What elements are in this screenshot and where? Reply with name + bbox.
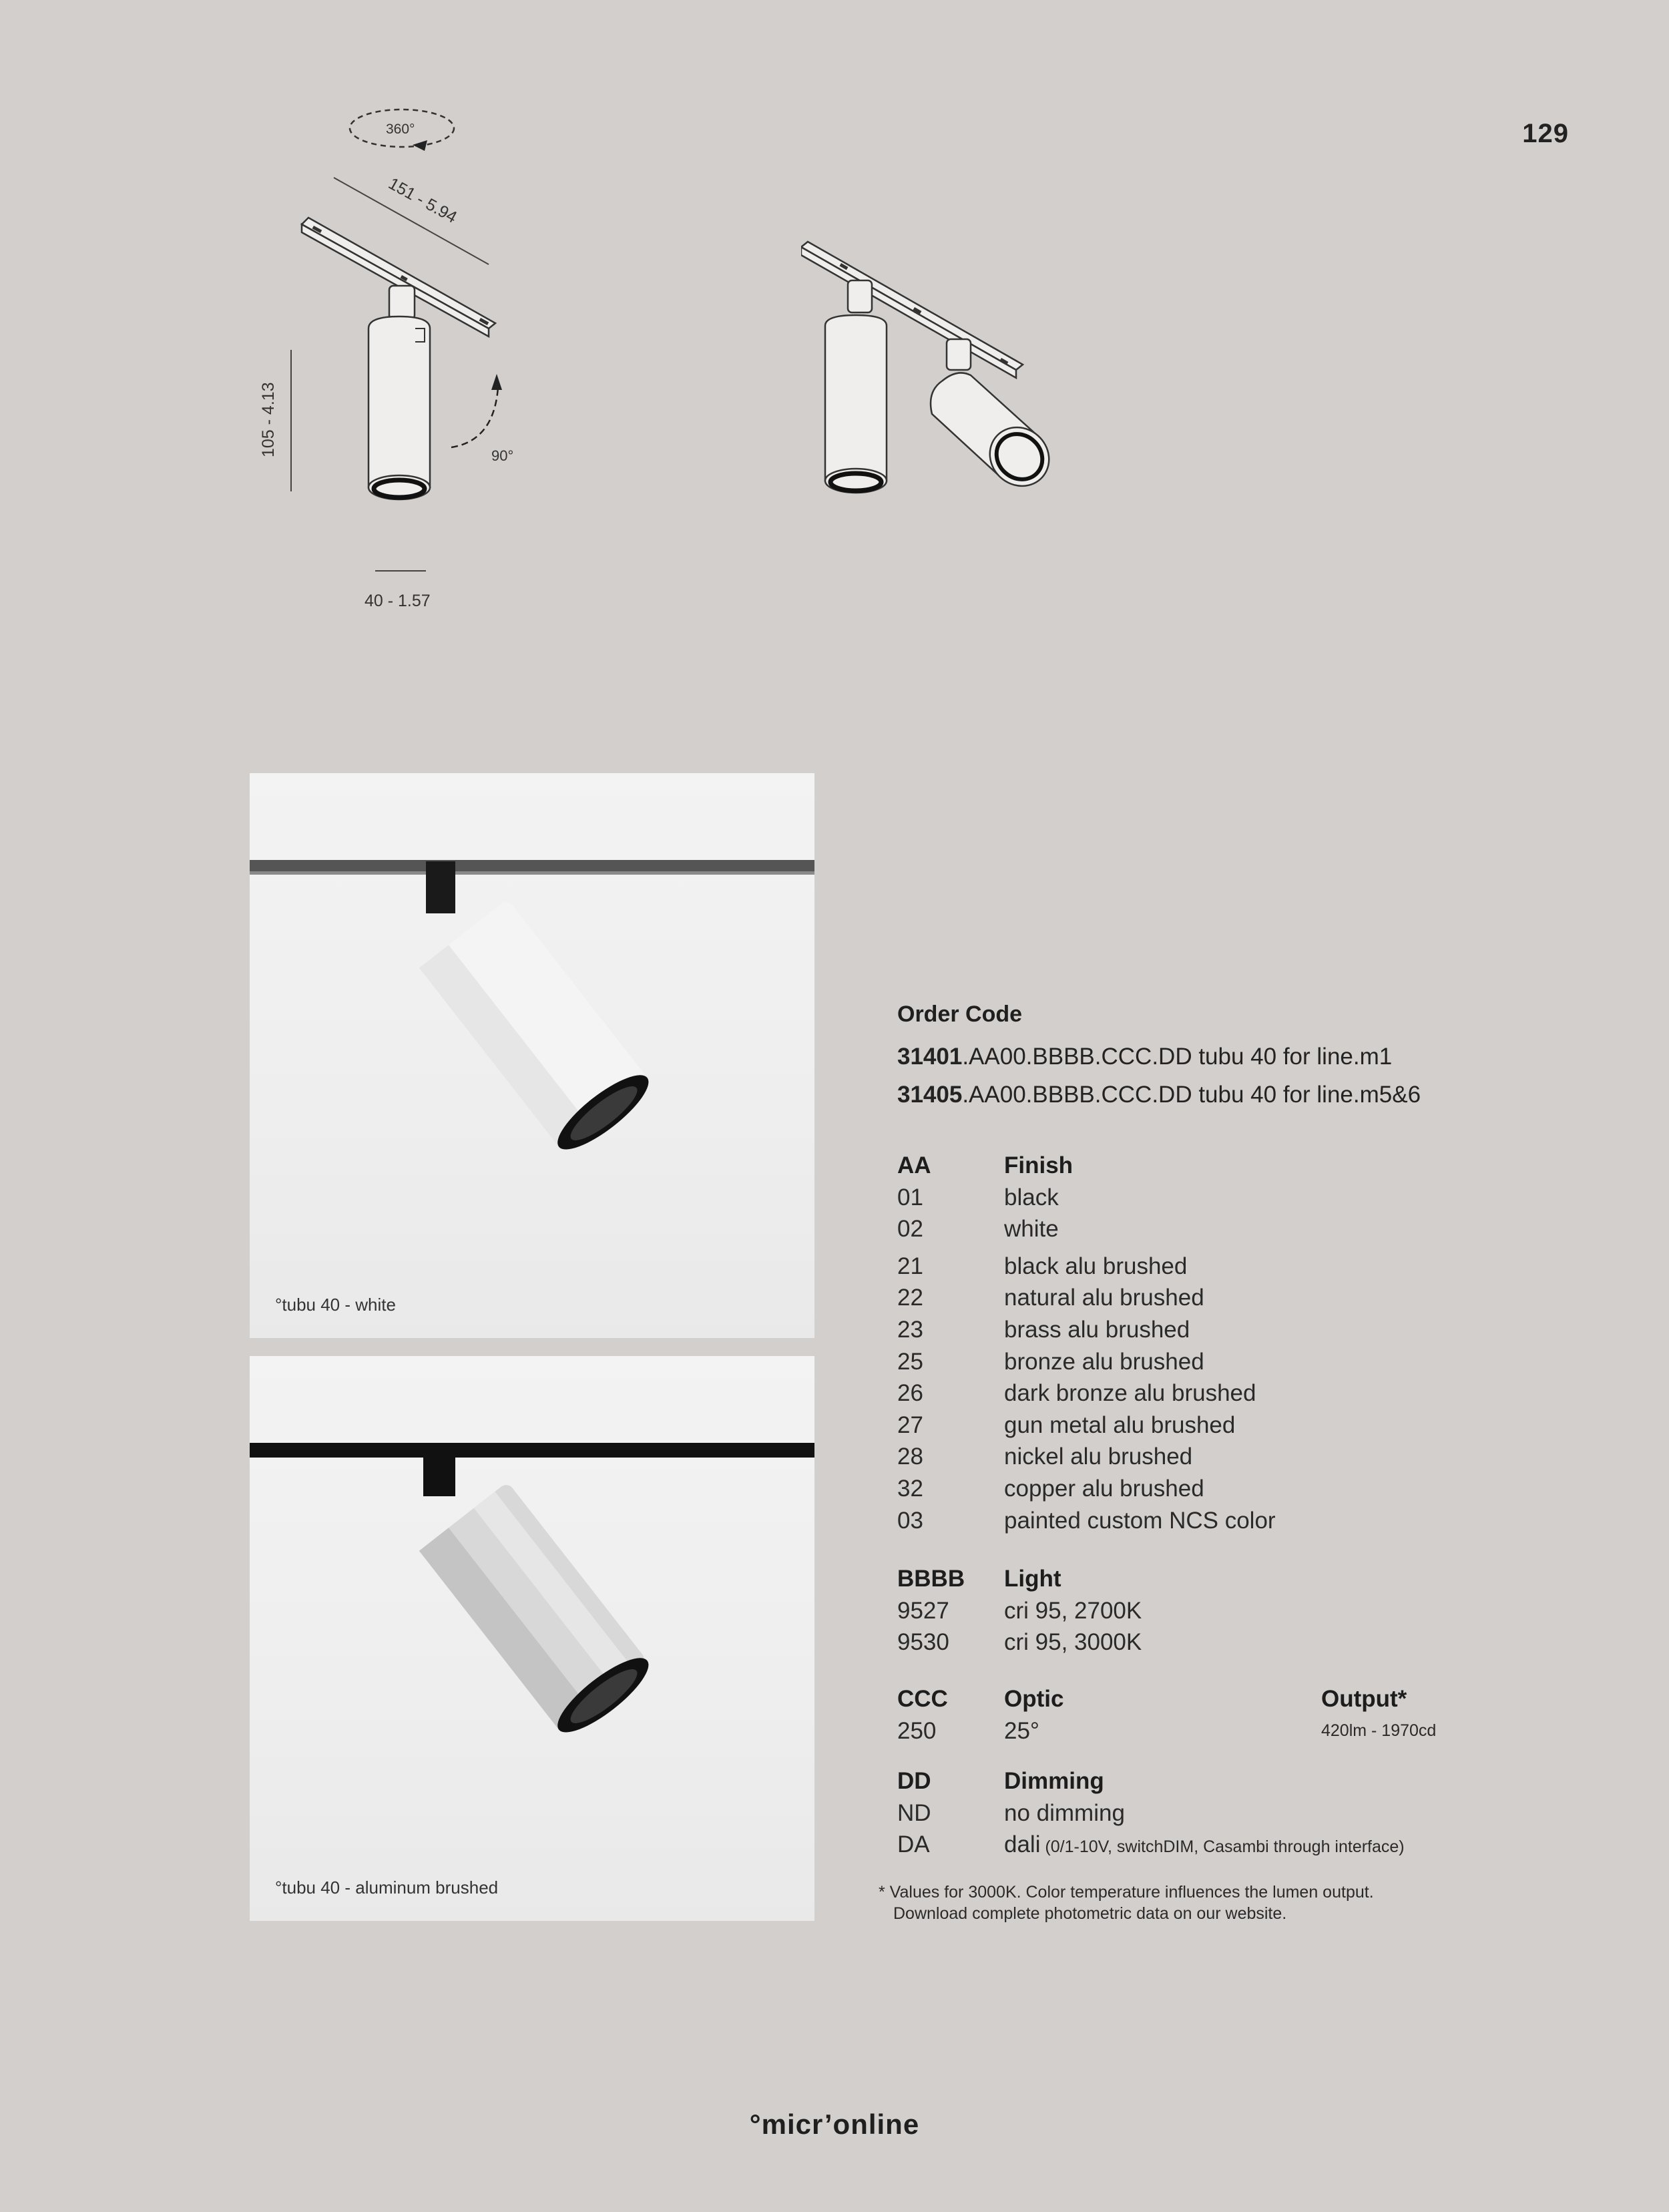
footnote-line: Download complete photometric data on our website. <box>893 1904 1287 1923</box>
footnote <box>879 1882 1479 1924</box>
tilt-label: 90° <box>491 447 514 464</box>
page-number: 129 <box>1522 119 1569 148</box>
product-photo-white <box>250 773 814 1338</box>
order-code-title: Order Code <box>897 1002 1023 1027</box>
diameter-label: 40 - 1.57 <box>365 592 431 610</box>
order-code-line: 31405.AA00.BBBB.CCC.DD tubu 40 for line.m5&6 <box>897 1082 1421 1108</box>
brand-logo: °micr’online <box>749 2109 920 2140</box>
list-item: 28 nickel alu brushed <box>897 1444 1193 1470</box>
light-section <box>897 1563 1565 1658</box>
list-item: 32 copper alu brushed <box>897 1475 1204 1502</box>
list-item: 03 painted custom NCS color <box>897 1507 1276 1534</box>
list-item: ND no dimming <box>897 1799 1125 1826</box>
rotation-label: 360° <box>386 122 415 137</box>
list-item: 9530 cri 95, 3000K <box>897 1629 1142 1656</box>
dimming-header: DD Dimming <box>897 1768 1104 1794</box>
list-item: 21 black alu brushed <box>897 1253 1188 1279</box>
list-item: DA dali (0/1-10V, switchDIM, Casambi through interface) <box>897 1831 1405 1858</box>
height-label: 105 - 4.13 <box>259 382 278 457</box>
footnote-line: * Values for 3000K. Color temperature influences the lumen output. <box>879 1883 1374 1902</box>
dimming-section <box>897 1765 1565 1861</box>
finish-header: AA Finish <box>897 1152 1074 1178</box>
product-photo-aluminum <box>250 1356 814 1921</box>
list-item: 02 white <box>897 1216 1059 1243</box>
dimension-drawing <box>227 93 547 628</box>
finish-section <box>897 1150 1565 1536</box>
order-code-line: 31401.AA00.BBBB.CCC.DD tubu 40 for line.m1 <box>897 1044 1393 1070</box>
list-item: 25 bronze alu brushed <box>897 1348 1204 1375</box>
light-header: BBBB Light <box>897 1566 1061 1592</box>
configuration-drawing <box>801 234 1082 514</box>
list-item: 26 dark bronze alu brushed <box>897 1380 1256 1407</box>
list-item: 23 brass alu brushed <box>897 1316 1190 1343</box>
length-label: 151 - 5.94 <box>385 174 461 227</box>
photo-caption: °tubu 40 - aluminum brushed <box>275 1877 499 1898</box>
list-item: 250 25° 420lm - 1970cd <box>897 1717 1437 1744</box>
list-item: 22 natural alu brushed <box>897 1285 1204 1311</box>
optic-header: CCC Optic Output* <box>897 1686 1407 1712</box>
photo-caption: °tubu 40 - white <box>275 1295 396 1315</box>
optic-section <box>897 1683 1565 1747</box>
list-item: 01 black <box>897 1184 1059 1210</box>
order-code-specs <box>897 999 1565 1858</box>
list-item: 27 gun metal alu brushed <box>897 1411 1236 1438</box>
list-item: 9527 cri 95, 2700K <box>897 1597 1142 1624</box>
